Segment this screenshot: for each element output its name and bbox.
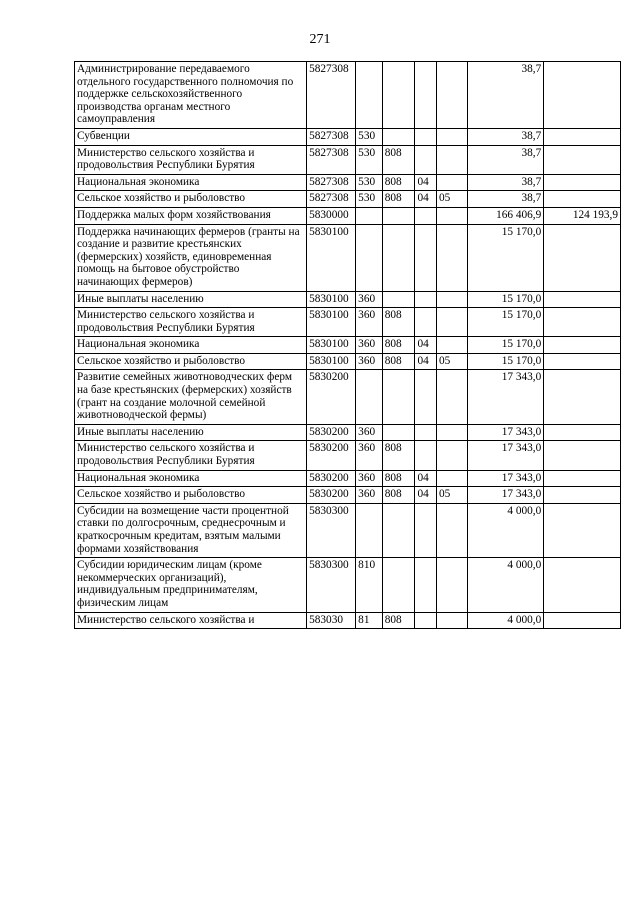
section-cell bbox=[415, 291, 436, 308]
expense-type-cell bbox=[356, 207, 383, 224]
table-row bbox=[75, 174, 621, 191]
table-row bbox=[75, 291, 621, 308]
amount-cell: 38,7 bbox=[467, 62, 544, 129]
expense-type-cell: 360 bbox=[356, 424, 383, 441]
amount-secondary-cell bbox=[544, 370, 621, 424]
target-article-cell: 5830200 bbox=[307, 424, 356, 441]
row-name-cell: Сельское хозяйство и рыболовство bbox=[75, 487, 307, 504]
table-row bbox=[75, 62, 621, 129]
amount-cell: 15 170,0 bbox=[467, 224, 544, 291]
subsection-cell bbox=[436, 558, 467, 612]
target-article-cell: 5830100 bbox=[307, 291, 356, 308]
amount-cell: 17 343,0 bbox=[467, 424, 544, 441]
amount-cell: 38,7 bbox=[467, 128, 544, 145]
subsection-cell bbox=[436, 370, 467, 424]
amount-cell: 17 343,0 bbox=[467, 370, 544, 424]
target-article-cell: 5830200 bbox=[307, 487, 356, 504]
row-name-cell: Сельское хозяйство и рыболовство bbox=[75, 353, 307, 370]
section-cell bbox=[415, 207, 436, 224]
amount-cell: 4 000,0 bbox=[467, 503, 544, 557]
amount-secondary-cell bbox=[544, 424, 621, 441]
row-name-cell: Субсидии юридическим лицам (кроме некоммерческих организаций), индивидуальным предпринимателям, физическим лицам bbox=[75, 558, 307, 612]
subsection-cell bbox=[436, 470, 467, 487]
target-article-cell: 5827308 bbox=[307, 145, 356, 174]
table-row bbox=[75, 370, 621, 424]
row-name-cell: Национальная экономика bbox=[75, 470, 307, 487]
table-row bbox=[75, 207, 621, 224]
row-name-cell: Национальная экономика bbox=[75, 337, 307, 354]
budget-manager-cell: 808 bbox=[382, 353, 415, 370]
budget-table bbox=[74, 61, 621, 629]
row-name-cell: Министерство сельского хозяйства и продовольствия Республики Бурятия bbox=[75, 441, 307, 470]
subsection-cell: 05 bbox=[436, 191, 467, 208]
section-cell bbox=[415, 145, 436, 174]
subsection-cell bbox=[436, 503, 467, 557]
expense-type-cell bbox=[356, 370, 383, 424]
amount-secondary-cell bbox=[544, 224, 621, 291]
table-row bbox=[75, 145, 621, 174]
subsection-cell bbox=[436, 441, 467, 470]
target-article-cell: 5830100 bbox=[307, 224, 356, 291]
budget-manager-cell: 808 bbox=[382, 470, 415, 487]
subsection-cell bbox=[436, 224, 467, 291]
table-row bbox=[75, 487, 621, 504]
amount-secondary-cell bbox=[544, 337, 621, 354]
table-row bbox=[75, 470, 621, 487]
amount-cell: 15 170,0 bbox=[467, 291, 544, 308]
target-article-cell: 5827308 bbox=[307, 174, 356, 191]
table-row bbox=[75, 558, 621, 612]
section-cell bbox=[415, 370, 436, 424]
subsection-cell bbox=[436, 62, 467, 129]
section-cell: 04 bbox=[415, 353, 436, 370]
budget-manager-cell: 808 bbox=[382, 612, 415, 629]
budget-manager-cell bbox=[382, 291, 415, 308]
section-cell bbox=[415, 224, 436, 291]
subsection-cell bbox=[436, 207, 467, 224]
row-name-cell: Поддержка малых форм хозяйствования bbox=[75, 207, 307, 224]
budget-manager-cell bbox=[382, 224, 415, 291]
amount-secondary-cell bbox=[544, 353, 621, 370]
amount-secondary-cell bbox=[544, 145, 621, 174]
subsection-cell bbox=[436, 291, 467, 308]
expense-type-cell bbox=[356, 62, 383, 129]
row-name-cell: Министерство сельского хозяйства и продовольствия Республики Бурятия bbox=[75, 308, 307, 337]
table-row bbox=[75, 224, 621, 291]
row-name-cell: Национальная экономика bbox=[75, 174, 307, 191]
budget-manager-cell bbox=[382, 62, 415, 129]
section-cell bbox=[415, 503, 436, 557]
row-name-cell: Иные выплаты населению bbox=[75, 424, 307, 441]
row-name-cell: Министерство сельского хозяйства и bbox=[75, 612, 307, 629]
target-article-cell: 5830100 bbox=[307, 353, 356, 370]
subsection-cell bbox=[436, 174, 467, 191]
row-name-cell: Развитие семейных животноводческих ферм на базе крестьянских (фермерских) хозяйств (грант на создание молочной семейной животноводческой фермы) bbox=[75, 370, 307, 424]
amount-cell: 15 170,0 bbox=[467, 353, 544, 370]
section-cell bbox=[415, 558, 436, 612]
expense-type-cell: 81 bbox=[356, 612, 383, 629]
target-article-cell: 5827308 bbox=[307, 191, 356, 208]
expense-type-cell bbox=[356, 224, 383, 291]
target-article-cell: 5827308 bbox=[307, 128, 356, 145]
row-name-cell: Субсидии на возмещение части процентной ставки по долгосрочным, среднесрочным и краткосрочным кредитам, взятым малыми формами хозяйствования bbox=[75, 503, 307, 557]
expense-type-cell: 360 bbox=[356, 470, 383, 487]
amount-cell: 15 170,0 bbox=[467, 337, 544, 354]
row-name-cell: Администрирование передаваемого отдельного государственного полномочия по поддержке сельскохозяйственного производства органам местного самоуправления bbox=[75, 62, 307, 129]
expense-type-cell: 360 bbox=[356, 353, 383, 370]
amount-secondary-cell bbox=[544, 128, 621, 145]
section-cell bbox=[415, 612, 436, 629]
amount-secondary-cell bbox=[544, 62, 621, 129]
expense-type-cell bbox=[356, 503, 383, 557]
section-cell: 04 bbox=[415, 191, 436, 208]
amount-secondary-cell bbox=[544, 503, 621, 557]
table-row bbox=[75, 308, 621, 337]
amount-secondary-cell bbox=[544, 612, 621, 629]
amount-secondary-cell bbox=[544, 291, 621, 308]
budget-manager-cell: 808 bbox=[382, 441, 415, 470]
row-name-cell: Субвенции bbox=[75, 128, 307, 145]
target-article-cell: 5830300 bbox=[307, 558, 356, 612]
target-article-cell: 5830300 bbox=[307, 503, 356, 557]
budget-manager-cell bbox=[382, 424, 415, 441]
expense-type-cell: 360 bbox=[356, 487, 383, 504]
section-cell bbox=[415, 128, 436, 145]
expense-type-cell: 360 bbox=[356, 308, 383, 337]
amount-cell: 4 000,0 bbox=[467, 558, 544, 612]
expense-type-cell: 360 bbox=[356, 337, 383, 354]
table-row bbox=[75, 612, 621, 629]
section-cell: 04 bbox=[415, 470, 436, 487]
section-cell bbox=[415, 308, 436, 337]
target-article-cell: 5830200 bbox=[307, 370, 356, 424]
budget-manager-cell bbox=[382, 207, 415, 224]
subsection-cell: 05 bbox=[436, 487, 467, 504]
amount-cell: 17 343,0 bbox=[467, 470, 544, 487]
subsection-cell: 05 bbox=[436, 353, 467, 370]
budget-manager-cell bbox=[382, 370, 415, 424]
amount-cell: 38,7 bbox=[467, 191, 544, 208]
target-article-cell: 5830200 bbox=[307, 470, 356, 487]
budget-manager-cell: 808 bbox=[382, 337, 415, 354]
section-cell bbox=[415, 424, 436, 441]
expense-type-cell: 360 bbox=[356, 441, 383, 470]
target-article-cell: 5830000 bbox=[307, 207, 356, 224]
budget-manager-cell: 808 bbox=[382, 145, 415, 174]
section-cell bbox=[415, 441, 436, 470]
amount-secondary-cell bbox=[544, 441, 621, 470]
subsection-cell bbox=[436, 424, 467, 441]
target-article-cell: 5830100 bbox=[307, 337, 356, 354]
amount-secondary-cell bbox=[544, 558, 621, 612]
subsection-cell bbox=[436, 145, 467, 174]
budget-manager-cell: 808 bbox=[382, 308, 415, 337]
amount-cell: 166 406,9 bbox=[467, 207, 544, 224]
section-cell: 04 bbox=[415, 174, 436, 191]
target-article-cell: 583030 bbox=[307, 612, 356, 629]
table-row bbox=[75, 337, 621, 354]
amount-secondary-cell bbox=[544, 308, 621, 337]
section-cell: 04 bbox=[415, 337, 436, 354]
row-name-cell: Поддержка начинающих фермеров (гранты на создание и развитие крестьянских (фермерских) хозяйств, единовременная помощь на бытовое обустройство начинающих фермеров) bbox=[75, 224, 307, 291]
table-row bbox=[75, 353, 621, 370]
amount-secondary-cell bbox=[544, 470, 621, 487]
amount-cell: 38,7 bbox=[467, 145, 544, 174]
subsection-cell bbox=[436, 612, 467, 629]
row-name-cell: Сельское хозяйство и рыболовство bbox=[75, 191, 307, 208]
expense-type-cell: 530 bbox=[356, 145, 383, 174]
page-number: 271 bbox=[309, 32, 331, 47]
amount-secondary-cell bbox=[544, 487, 621, 504]
amount-cell: 17 343,0 bbox=[467, 441, 544, 470]
budget-manager-cell bbox=[382, 128, 415, 145]
subsection-cell bbox=[436, 308, 467, 337]
budget-manager-cell bbox=[382, 503, 415, 557]
amount-cell: 38,7 bbox=[467, 174, 544, 191]
subsection-cell bbox=[436, 337, 467, 354]
table-row bbox=[75, 191, 621, 208]
table-row bbox=[75, 424, 621, 441]
table-row bbox=[75, 128, 621, 145]
section-cell: 04 bbox=[415, 487, 436, 504]
target-article-cell: 5827308 bbox=[307, 62, 356, 129]
budget-manager-cell: 808 bbox=[382, 191, 415, 208]
amount-secondary-cell bbox=[544, 191, 621, 208]
budget-manager-cell: 808 bbox=[382, 487, 415, 504]
amount-cell: 17 343,0 bbox=[467, 487, 544, 504]
amount-cell: 4 000,0 bbox=[467, 612, 544, 629]
budget-manager-cell: 808 bbox=[382, 174, 415, 191]
table-row bbox=[75, 441, 621, 470]
amount-secondary-cell: 124 193,9 bbox=[544, 207, 621, 224]
row-name-cell: Министерство сельского хозяйства и продовольствия Республики Бурятия bbox=[75, 145, 307, 174]
budget-table-body bbox=[75, 62, 621, 629]
expense-type-cell: 530 bbox=[356, 128, 383, 145]
expense-type-cell: 810 bbox=[356, 558, 383, 612]
budget-manager-cell bbox=[382, 558, 415, 612]
row-name-cell: Иные выплаты населению bbox=[75, 291, 307, 308]
target-article-cell: 5830100 bbox=[307, 308, 356, 337]
amount-cell: 15 170,0 bbox=[467, 308, 544, 337]
table-row bbox=[75, 503, 621, 557]
section-cell bbox=[415, 62, 436, 129]
subsection-cell bbox=[436, 128, 467, 145]
expense-type-cell: 530 bbox=[356, 191, 383, 208]
target-article-cell: 5830200 bbox=[307, 441, 356, 470]
expense-type-cell: 530 bbox=[356, 174, 383, 191]
amount-secondary-cell bbox=[544, 174, 621, 191]
expense-type-cell: 360 bbox=[356, 291, 383, 308]
